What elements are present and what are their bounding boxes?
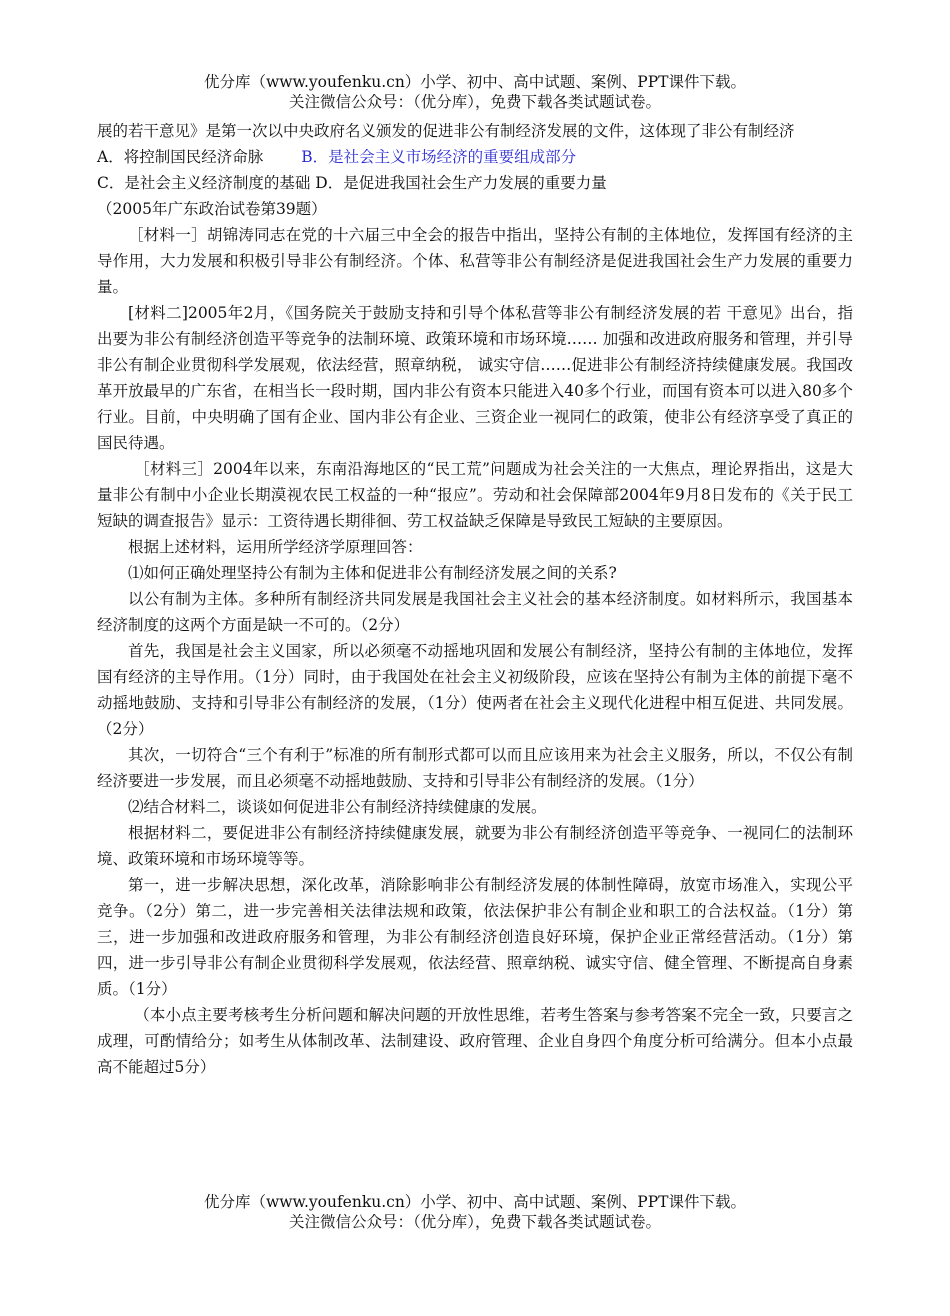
footer-line-1: 优分库（www.youfenku.cn）小学、初中、高中试题、案例、PPT课件下载。 (203, 1193, 747, 1211)
question-stem: 展的若干意见》是第一次以中央政府名义颁发的促进非公有制经济发展的文件，这体现了非公有制经济 (97, 122, 795, 140)
option-b: B．是社会主义市场经济的重要组成部分 (301, 148, 577, 166)
q2-answer-2: 第一，进一步解决思想，深化改革，消除影响非公有制经济发展的体制性障碍，放宽市场准入，实现公平竞争。（2分）第二，进一步完善相关法律法规和政策，依法保护非公有制企业和职工的合法权益。（1分）第三，进一步加强和改进政府服务和管理，为非公有制经济创造良好环境，保护企业正常经营活动。（1分）第四，进一步引导非公有制企业贯彻科学发展观，依法经营、照章纳税、诚实守信、健全管理、不断提高自身素质。（1分） (97, 876, 853, 998)
option-a: A．将控制国民经济命脉 (97, 148, 264, 166)
q1-question: ⑴如何正确处理坚持公有制为主体和促进非公有制经济发展之间的关系? (128, 564, 617, 582)
material-one: ［材料一］胡锦涛同志在党的十六届三中全会的报告中指出，坚持公有制的主体地位，发挥国有经济的主导作用，大力发展和积极引导非公有制经济。个体、私营等非公有制经济是促进我国社会生产力发展的重要力量。 (97, 226, 853, 296)
options-cd: C．是社会主义经济制度的基础 D．是促进我国社会生产力发展的重要力量 (97, 174, 607, 192)
q2-question: ⑵结合材料二，谈谈如何促进非公有制经济持续健康的发展。 (128, 798, 547, 816)
material-two: [材料二]2005年2月，《国务院关于鼓励支持和引导个体私营等非公有制经济发展的若 干意见》出台，指出要为非公有制经济创造平等竞争的法制环境、政策环境和市场环境…… 加强和改进政府服务和管理，并引导非公有制企业贯彻科学发展观，依法经营，照章纳税， 诚实守信……促进非公有制经济持续健康发展。我国改革开放最早的广东省，在相当长一段时期，国内非公有资本只能进入40多个行业，而国有资本可以进入80多个行业。目前，中央明确了国有企业、国内非公有企业、三资企业一视同仁的政策，使非公有经济享受了真正的国民待遇。 (97, 304, 853, 452)
page-header (0, 72, 950, 112)
answer-prompt: 根据上述材料，运用所学经济学原理回答： (128, 538, 423, 556)
header-line-1: 优分库（www.youfenku.cn）小学、初中、高中试题、案例、PPT课件下载。 (203, 73, 747, 91)
material-three: ［材料三］2004年以来，东南沿海地区的“民工荒”问题成为社会关注的一大焦点，理论界指出，这是大量非公有制中小企业长期漠视农民工权益的一种“报应”。劳动和社会保障部2004年9月8日发布的《关于民工短缺的调查报告》显示：工资待遇长期徘徊、劳工权益缺乏保障是导致民工短缺的主要原因。 (97, 460, 853, 530)
footer-line-2: 关注微信公众号：（优分库），免费下载各类试题试卷。 (288, 1213, 661, 1231)
header-line-2: 关注微信公众号：（优分库），免费下载各类试题试卷。 (288, 93, 661, 111)
question-source: （2005年广东政治试卷第39题） (97, 200, 327, 218)
q1-answer-1: 以公有制为主体。多种所有制经济共同发展是我国社会主义社会的基本经济制度。如材料所示，我国基本经济制度的这两个方面是缺一不可的。（2分） (97, 590, 853, 634)
options-ab (97, 144, 853, 170)
q1-answer-3: 其次，一切符合“三个有利于”标准的所有制形式都可以而且应该用来为社会主义服务，所以，不仅公有制经济要进一步发展，而且必须毫不动摇地鼓励、支持和引导非公有制经济的发展。（1分） (97, 746, 853, 790)
q1-answer-2: 首先，我国是社会主义国家，所以必须毫不动摇地巩固和发展公有制经济，坚持公有制的主体地位，发挥国有经济的主导作用。（1分）同时，由于我国处在社会主义初级阶段，应该在坚持公有制为主体的前提下毫不动摇地鼓励、支持和引导非公有制经济的发展，（1分）使两者在社会主义现代化进程中相互促进、共同发展。（2分） (97, 642, 853, 738)
document-body (97, 118, 853, 1080)
q2-answer-1: 根据材料二，要促进非公有制经济持续健康发展，就要为非公有制经济创造平等竞争、一视同仁的法制环境、政策环境和市场环境等等。 (97, 824, 853, 868)
page-footer (0, 1192, 950, 1232)
q2-scoring-note: （本小点主要考核考生分析问题和解决问题的开放性思维，若考生答案与参考答案不完全一致，只要言之成理，可酌情给分；如考生从体制改革、法制建设、政府管理、企业自身四个角度分析可给满分。但本小点最高不能超过5分） (97, 1006, 853, 1076)
